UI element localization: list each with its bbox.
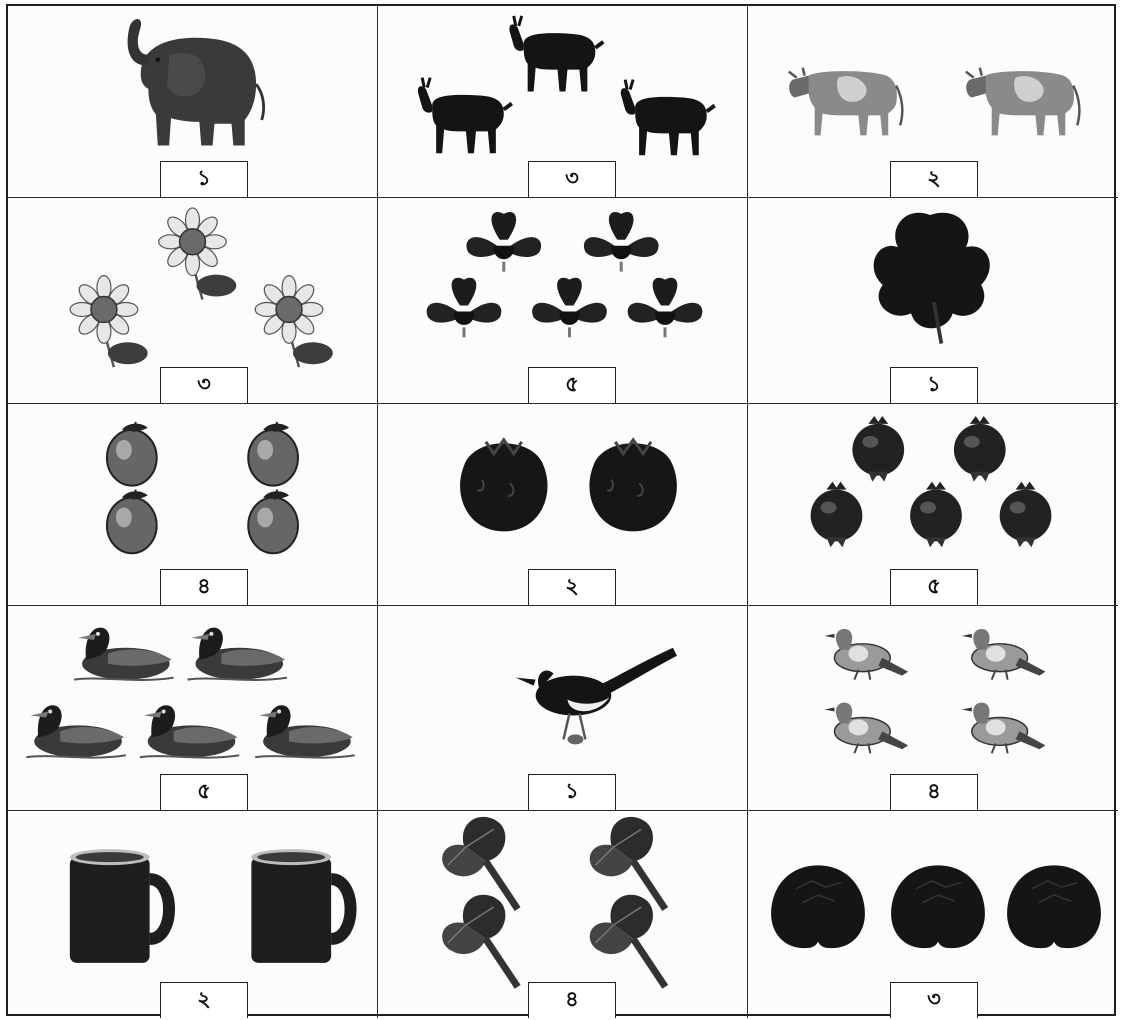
count-box[interactable]: ৪ [890,774,978,810]
cell-cows [748,6,1118,198]
count-box[interactable]: ৫ [528,367,616,403]
count-box[interactable]: ৪ [528,982,616,1018]
cell-dark-flowers [378,198,748,404]
cell-pomegranates [748,404,1118,606]
cell-pigeons [748,606,1118,811]
cell-magpie-robin [378,606,748,811]
counting-worksheet [6,4,1116,1016]
cell-tomatoes [378,404,748,606]
count-box[interactable]: ২ [528,569,616,605]
count-box[interactable]: ২ [160,982,248,1018]
count-box[interactable]: ৫ [890,569,978,605]
count-box[interactable]: ১ [160,161,248,197]
cell-sunflowers [8,198,378,404]
cell-mangoes [8,404,378,606]
count-box[interactable]: ২ [890,161,978,197]
count-box[interactable]: ১ [890,367,978,403]
cell-hibiscus [748,198,1118,404]
cell-hand-fans [378,811,748,1018]
count-box[interactable]: ৫ [160,774,248,810]
cell-mugs [8,811,378,1018]
count-box[interactable]: ৩ [160,367,248,403]
count-box[interactable]: ৪ [160,569,248,605]
cell-goats [378,6,748,198]
count-box[interactable]: ৩ [528,161,616,197]
count-box[interactable]: ১ [528,774,616,810]
cell-ducks [8,606,378,811]
cell-elephant [8,6,378,198]
cell-custard-apples [748,811,1118,1018]
count-box[interactable]: ৩ [890,982,978,1018]
